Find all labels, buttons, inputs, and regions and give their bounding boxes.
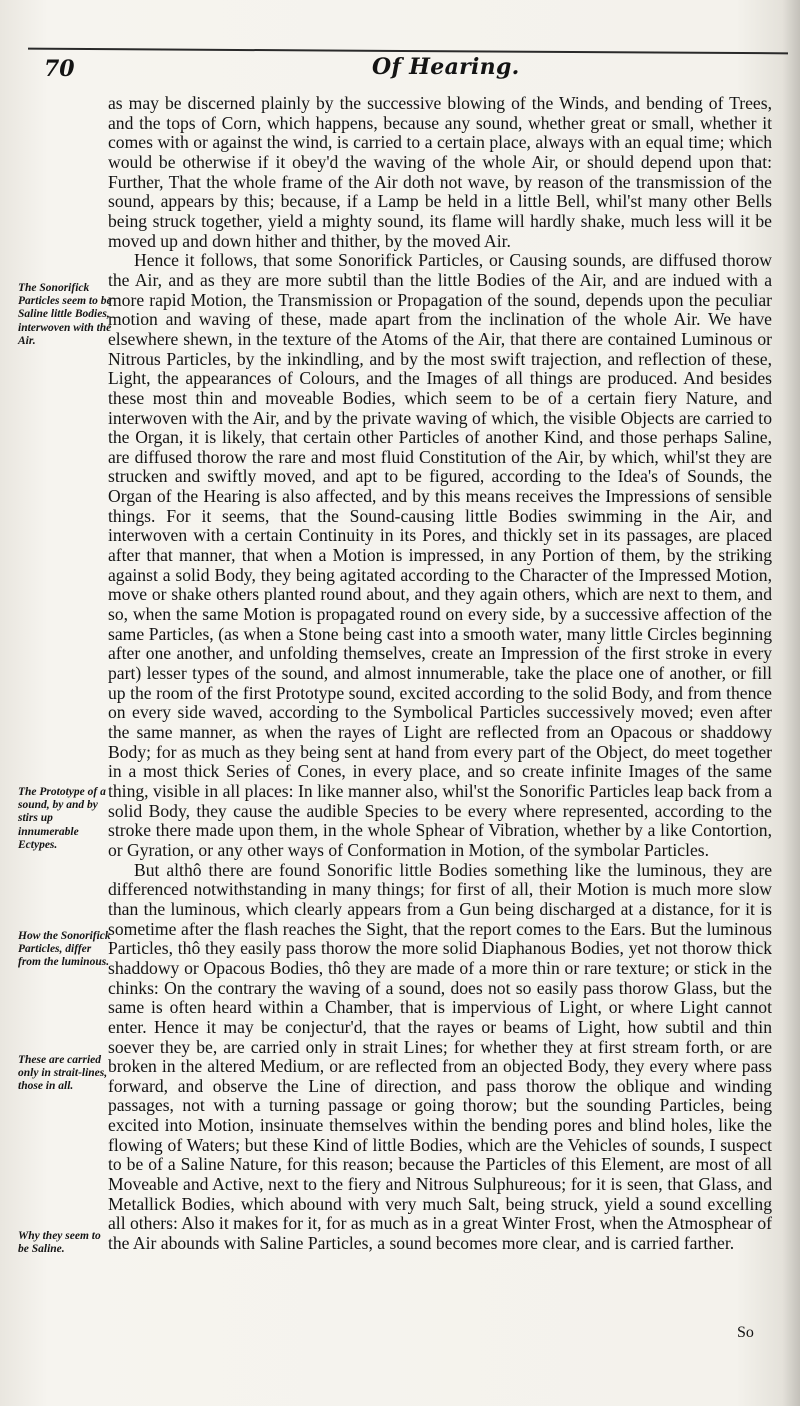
running-head: Of Hearing. (372, 54, 520, 80)
page-edge-shadow (782, 0, 800, 1406)
margin-note-sonorifick-particles: The Sonorifick Particles seem to be Saline little Bodies, interwoven with the Air. (18, 282, 112, 347)
paragraph-sonorifick: Hence it follows, that some Sonorifick Particles, or Causing sounds, are diffused thorow the Air, and as they are more subtil than the little Bodies of the Air, and are indued with a more rapid Motion, the Transmission or Propagation of the sound, depends upon the peculiar motion and waving of these, made apart from the inclination of the whole Air. We have elsewhere shewn, in the texture of the Atoms of the Air, that there are contained Luminous or Nitrous Particles, by the inkindling, and by the most swift trajection, and reflection of these, Light, the appearances of Colours, and the Images of all things are produced. And besides these most thin and moveable Bodies, which seem to be of a certain fiery Nature, and interwoven with the Air, and by the private waving of which, the visible Objects are carried to the Organ, it is likely, that certain other Particles of another Kind, and those perhaps Saline, are diffused thorow the rare and most fluid Constitution of the Air, by which, whil'st they are strucken and swiftly moved, and apt to be figured, according to the Idea's of Sounds, the Organ of the Hearing is also affected, and by this means receives the Impressions of sensible things. For it seems, that the Sound-causing little Bodies swimming in the Air, and interwoven with a certain Continuity in its Pores, and thickly set in its passages, are placed after that manner, that when a Motion is impressed, in any Portion of them, by the striking against a solid Body, they being agitated according to the Character of the Impressed Motion, move or shake others planted round about, and they again others, which are next to them, and so, when the same Motion is propagated round on every side, by a successive affection of the same Particles, (as when a Stone being cast into a smooth water, many little Circles beginning after one another, and unfolding themselves, create an Impression of the first stroke in every part) lesser types of the sound, and almost innumerable, take the place one of another, or fill up the room of the first Prototype sound, excited according to the solid Body, and from thence on every side waved, according to the Symbolical Particles successively moved; even after the same manner, as when the rayes of Light are reflected from an Opacous or shaddowy Body; for as much as they being sent at hand from every part of the Object, do meet together in a most thick Series of Cones, in every place, and so create infinite Images of the same thing, visible in all places: In like manner also, whil'st the Sonorific Particles leap back from a solid Body, they cause the audible Species to be every where represented, according to the stroke there made upon them, in the whole Sphear of Vibration, whether by a like Contortion, or Gyration, or any other ways of Conformation in Motion, of the symbolar Particles. (108, 250, 772, 860)
catchword: So (737, 1324, 754, 1341)
margin-note-saline: Why they seem to be Saline. (18, 1230, 101, 1256)
margin-note-strait-lines: These are carried only in strait-lines, those in all. (18, 1054, 108, 1093)
margin-note-prototype: The Prototype of a sound, by and by stirs up innumerable Ectypes. (18, 786, 106, 851)
margin-note-differ-from-luminous: How the Sonorifick Particles, differ from the luminous. (18, 930, 111, 969)
body-text (108, 94, 772, 1254)
paragraph-differences: But althô there are found Sonorific little Bodies something like the luminous, they are differenced notwithstanding in many things; for first of all, their Motion is much more slow than the luminous, which clearly appears from a Gun being discharged at a distance, for it is sometime after the flash reaches the Sight, that the report comes to the Ears. But the luminous Particles, thô they easily pass thorow the more solid Diaphanous Bodies, yet not thorow thick shaddowy or Opacous Bodies, thô they are made of a more thin or rare texture; or stick in the chinks: On the contrary the waving of a sound, does not so easily pass thorow Glass, but the same is often heard within a Chamber, that is impervious of Light, or where Light cannot enter. Hence it may be conjectur'd, that the rayes or beams of Light, how subtil and thin soever they be, are carried only in strait Lines; for whether they at first stream forth, or are broken in the altered Medium, or are reflected from an objected Body, they every where pass forward, and observe the Line of direction, and pass thorow the oblique and winding passages, not with a turning passage or going thorow; but the sounding Particles, being excited into Motion, insinuate themselves within the bending pores and blind holes, like the flowing of Waters; but these Kind of little Bodies, which are the Vehicles of sounds, I suspect to be of a Saline Nature, for this reason; because the Particles of this Element, are most of all Moveable and Active, next to the fiery and Nitrous Sulphureous; for it is seen, that Glass, and Metallick Bodies, which abound with very much Salt, being struck, yield a sound excelling all others: Also it makes for it, for as much as in a great Winter Frost, when the Atmosphear of the Air abounds with Saline Particles, a sound becomes more clear, and is carried farther. (108, 859, 772, 1254)
paragraph-continuation: as may be discerned plainly by the successive blowing of the Winds, and bending of Trees, and the tops of Corn, which happens, because any sound, whether great or small, whether it comes with or against the wind, is carried to a certain place, always with an equal time; which would be otherwise if it obey'd the waving of the whole Air, or should depend upon that: Further, That the whole frame of the Air doth not wave, by reason of the transmission of the sound, appears by this; because, if a Lamp be held in a little Bell, whil'st many other Bells being struck together, yield a mighty sound, its flame will hardly shake, much less will it be moved up and down hither and thither, by the moved Air. (108, 93, 772, 251)
page-number: 70 (44, 56, 75, 82)
